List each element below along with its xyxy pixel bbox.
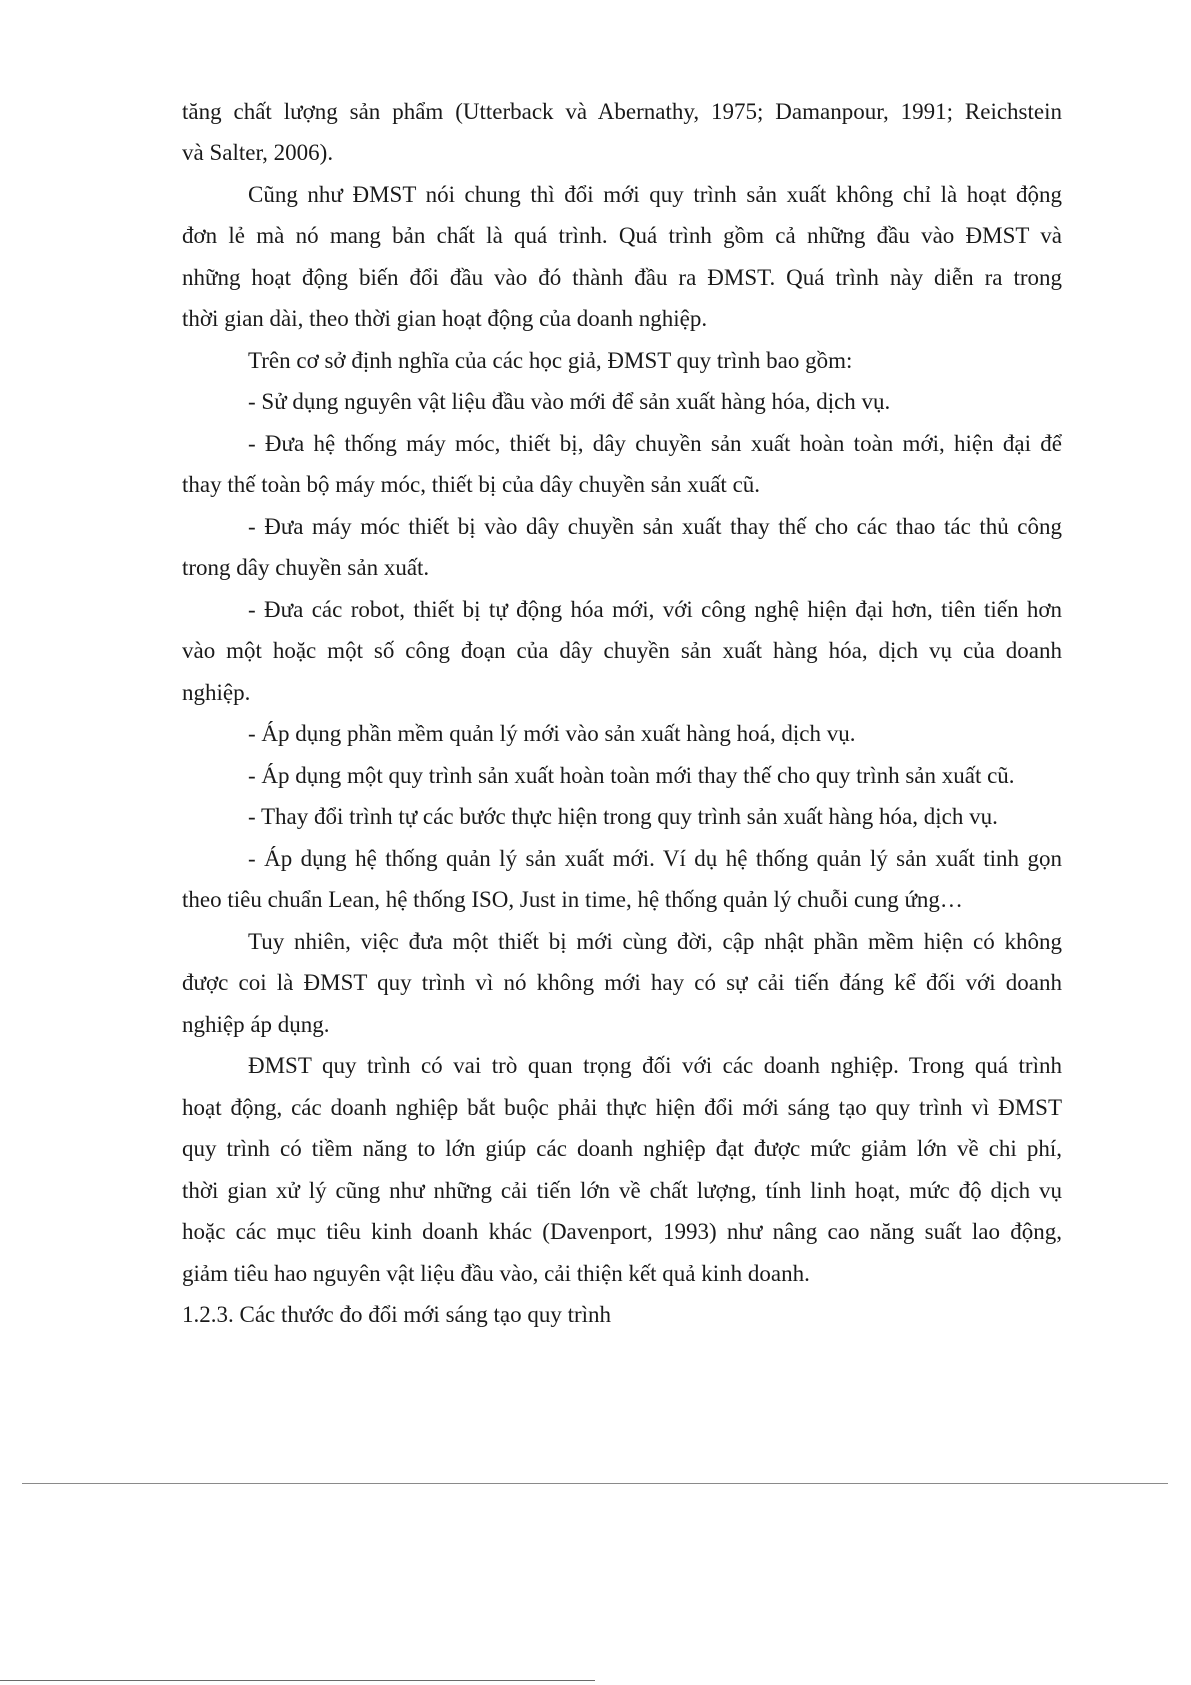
text-line: thời gian xử lý cũng như những cải tiến lớn về chất lượng, tính linh hoạt, mức độ dịch vụ [182,1178,1062,1203]
text-line: được coi là ĐMST quy trình vì nó không mới hay có sự cải tiến đáng kể đối với doanh [182,970,1062,995]
text-line: Trên cơ sở định nghĩa của các học giả, ĐMST quy trình bao gồm: [248,348,853,373]
text-line: Cũng như ĐMST nói chung thì đổi mới quy trình sản xuất không chỉ là hoạt động [248,182,1062,207]
text-line: - Thay đổi trình tự các bước thực hiện trong quy trình sản xuất hàng hóa, dịch vụ. [248,804,998,829]
section-heading: 1.2.3. Các thước đo đổi mới sáng tạo quy trình [182,1302,612,1327]
text-line: hoạt động, các doanh nghiệp bắt buộc phải thực hiện đổi mới sáng tạo quy trình vì ĐMST [182,1095,1062,1120]
text-line: Tuy nhiên, việc đưa một thiết bị mới cùng đời, cập nhật phần mềm hiện có không [248,929,1062,954]
text-line: - Áp dụng hệ thống quản lý sản xuất mới. Ví dụ hệ thống quản lý sản xuất tinh gọn [248,846,1062,871]
text-line: theo tiêu chuẩn Lean, hệ thống ISO, Just in time, hệ thống quản lý chuỗi cung ứng… [182,887,963,912]
text-line: - Áp dụng một quy trình sản xuất hoàn toàn mới thay thế cho quy trình sản xuất cũ. [248,763,1015,788]
page-separator-line [22,1483,1168,1484]
text-line: - Đưa các robot, thiết bị tự động hóa mới, với công nghệ hiện đại hơn, tiên tiến hơn [248,597,1062,622]
text-line: những hoạt động biến đổi đầu vào đó thành đầu ra ĐMST. Quá trình này diễn ra trong [182,265,1062,290]
text-line: ĐMST quy trình có vai trò quan trọng đối với các doanh nghiệp. Trong quá trình [248,1053,1062,1078]
footer-line [0,1680,595,1681]
text-line: nghiệp áp dụng. [182,1012,330,1037]
text-line: - Đưa máy móc thiết bị vào dây chuyền sản xuất thay thế cho các thao tác thủ công [248,514,1062,539]
text-line: thời gian dài, theo thời gian hoạt động của doanh nghiệp. [182,306,708,331]
text-line: quy trình có tiềm năng to lớn giúp các doanh nghiệp đạt được mức giảm lớn về chi phí, [182,1136,1062,1161]
text-line: vào một hoặc một số công đoạn của dây chuyền sản xuất hàng hóa, dịch vụ của doanh [182,638,1062,663]
text-line: - Áp dụng phần mềm quản lý mới vào sản xuất hàng hoá, dịch vụ. [248,721,856,746]
text-line: thay thế toàn bộ máy móc, thiết bị của dây chuyền sản xuất cũ. [182,472,761,497]
text-line: hoặc các mục tiêu kinh doanh khác (Davenport, 1993) như nâng cao năng suất lao động, [182,1219,1062,1244]
text-line: - Đưa hệ thống máy móc, thiết bị, dây chuyền sản xuất hoàn toàn mới, hiện đại để [248,431,1062,456]
text-line: nghiệp. [182,680,251,705]
text-line: đơn lẻ mà nó mang bản chất là quá trình. Quá trình gồm cả những đầu vào ĐMST và [182,223,1062,248]
text-line: và Salter, 2006). [182,140,334,165]
text-line: - Sử dụng nguyên vật liệu đầu vào mới để sản xuất hàng hóa, dịch vụ. [248,389,891,414]
text-line: tăng chất lượng sản phẩm (Utterback và Abernathy, 1975; Damanpour, 1991; Reichstein [182,99,1062,124]
text-line: trong dây chuyền sản xuất. [182,555,430,580]
text-line: giảm tiêu hao nguyên vật liệu đầu vào, cải thiện kết quả kinh doanh. [182,1261,810,1286]
